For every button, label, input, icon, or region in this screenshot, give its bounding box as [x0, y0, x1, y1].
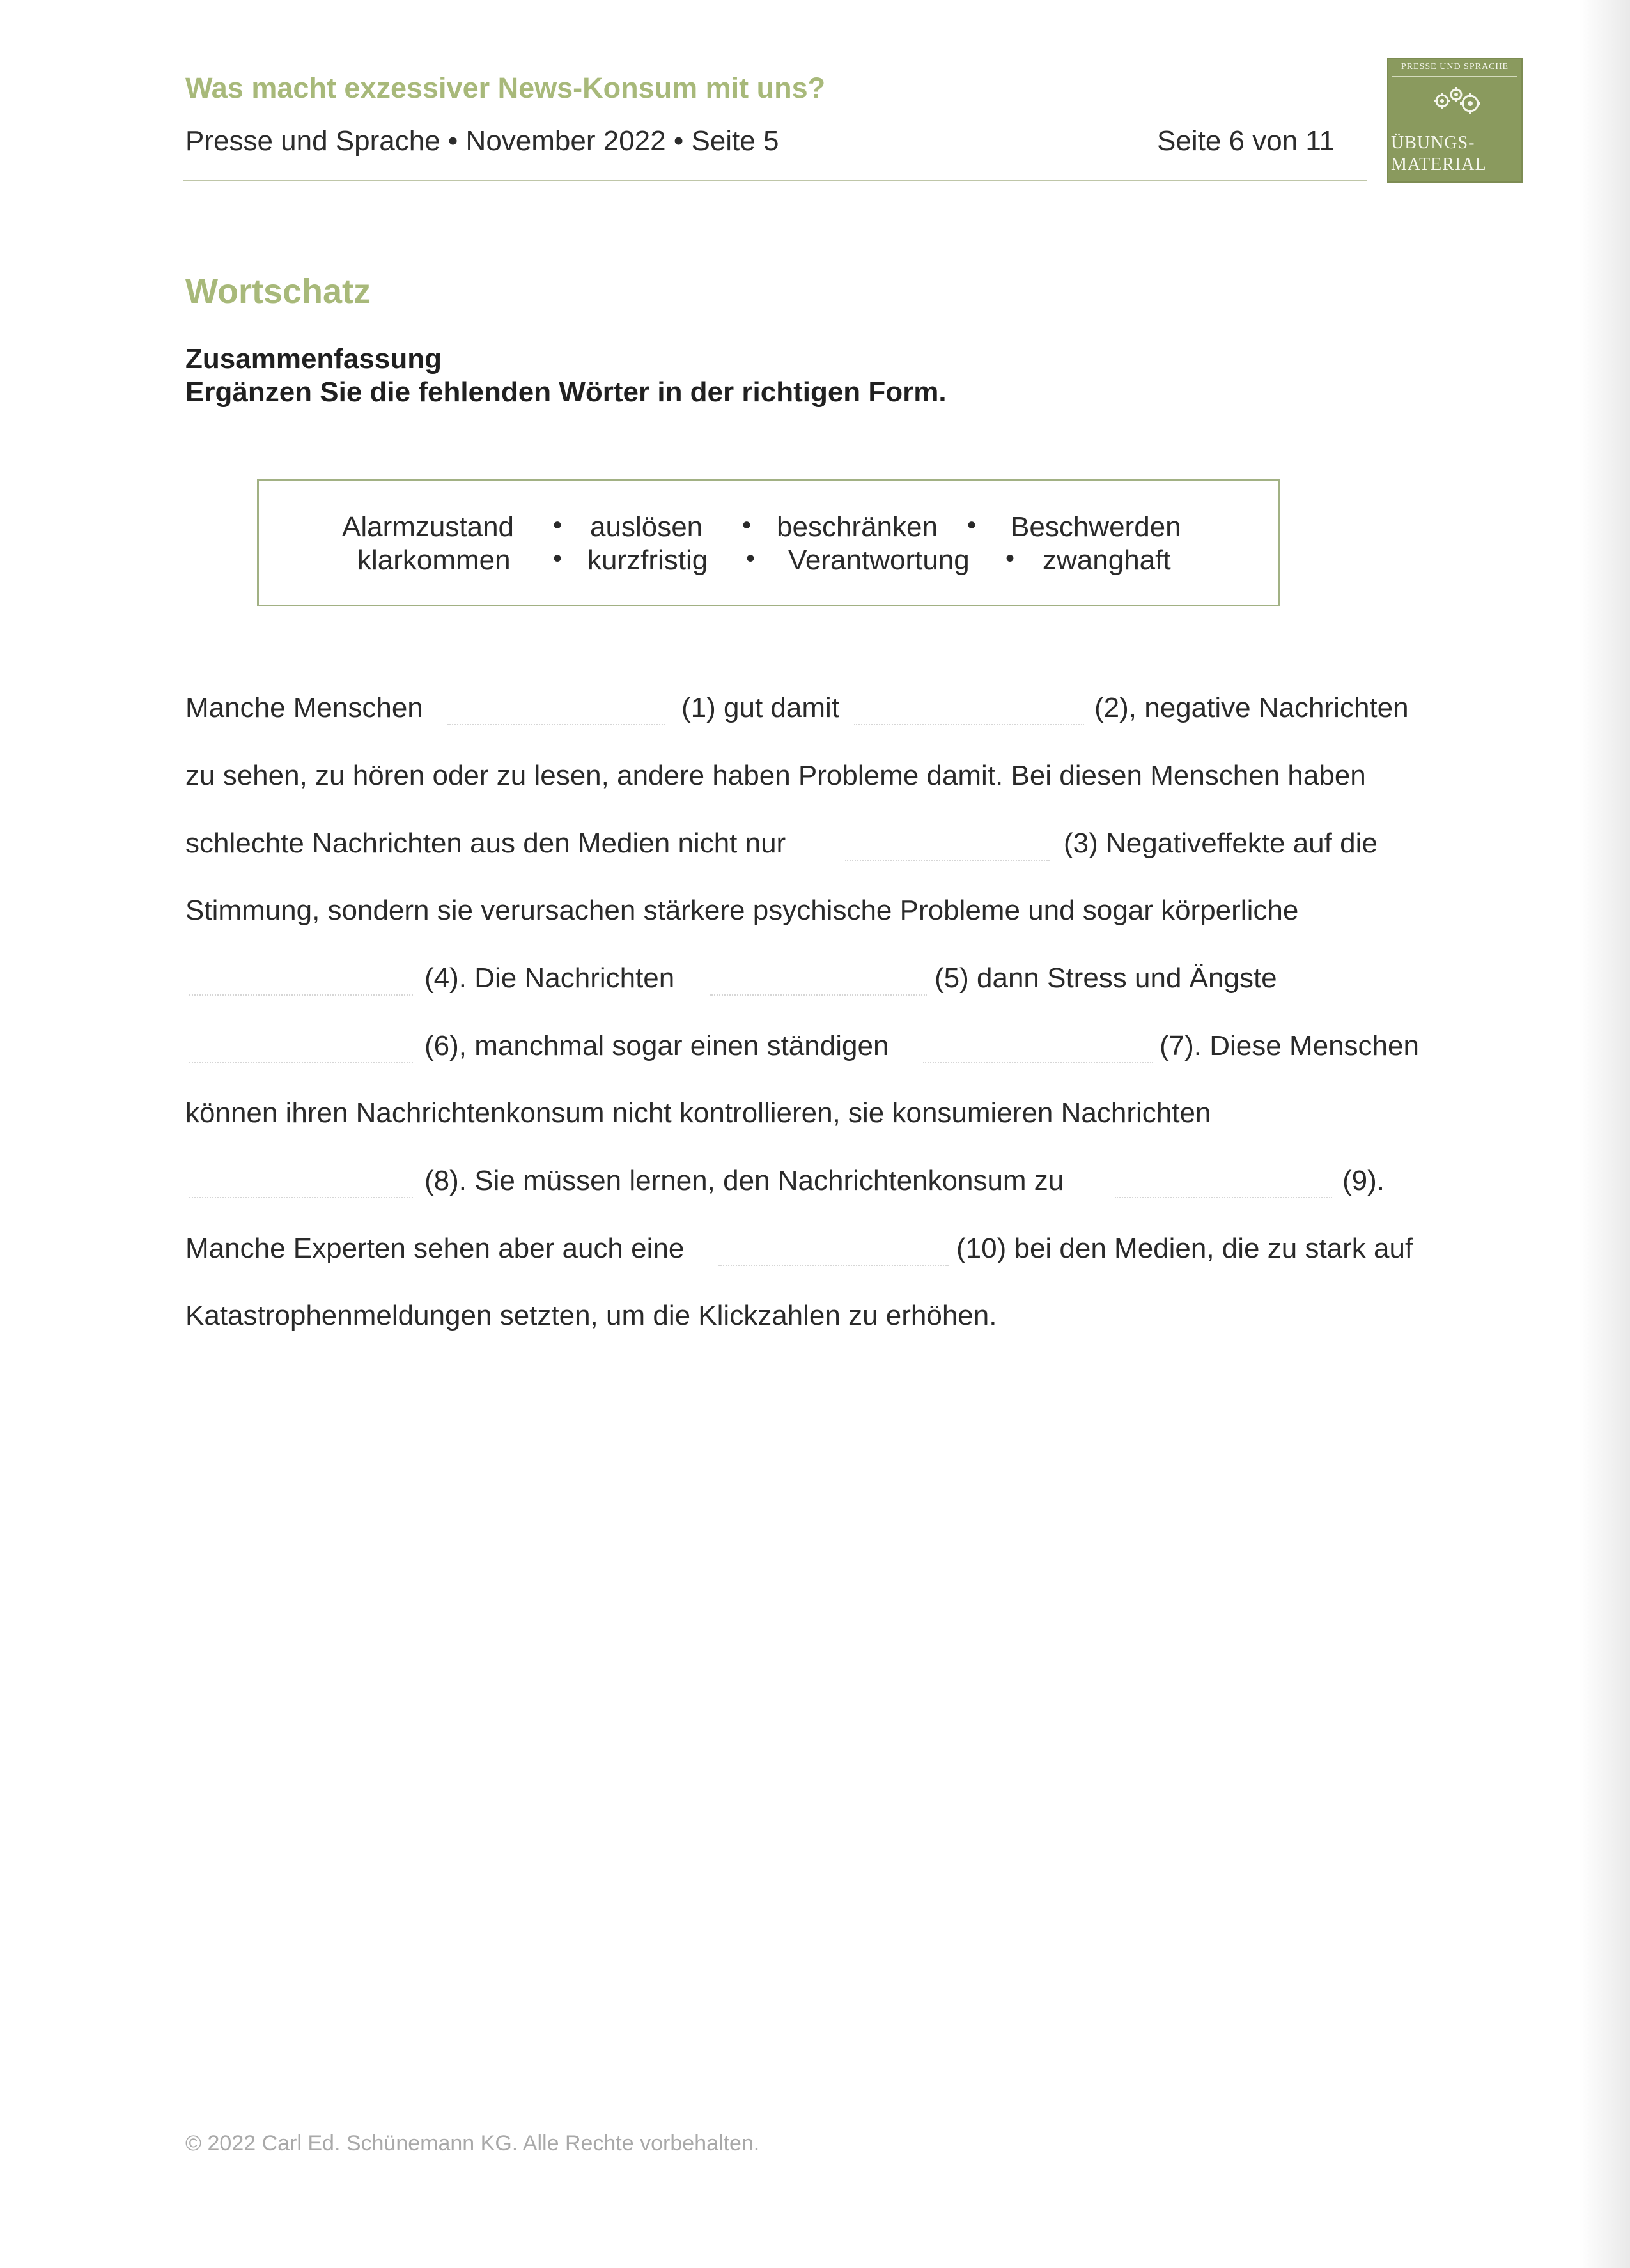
text-segment: (8). Sie müssen lernen, den Nachrichtenkonsum zu — [424, 1165, 1064, 1196]
text-line-1 — [0, 692, 1630, 730]
publication-info: Presse und Sprache • November 2022 • Seite 5 — [185, 125, 779, 157]
word-item: auslösen — [590, 511, 703, 543]
gap-1[interactable] — [447, 724, 665, 725]
text-segment: (4). Die Nachrichten — [424, 962, 675, 994]
text-segment: (7). Diese Menschen — [1160, 1030, 1419, 1061]
text-segment: (1) gut damit — [681, 692, 839, 723]
word-item: beschränken — [777, 511, 938, 543]
text-segment: zu sehen, zu hören oder zu lesen, andere haben Probleme damit. Bei diesen Menschen haben — [185, 760, 1366, 791]
task-instruction: Ergänzen Sie die fehlenden Wörter in der richtigen Form. — [185, 376, 947, 408]
task-title: Zusammenfassung — [185, 343, 442, 374]
gap-3[interactable] — [845, 860, 1050, 861]
text-segment: schlechte Nachrichten aus den Medien nicht nur — [185, 828, 786, 859]
text-segment: (2), negative Nachrichten — [1094, 692, 1409, 723]
text-segment: Stimmung, sondern sie verursachen stärkere psychische Probleme und sogar körperliche — [185, 895, 1299, 926]
text-line-8 — [0, 1165, 1630, 1203]
text-line-10 — [0, 1300, 1630, 1338]
gap-10[interactable] — [718, 1265, 949, 1266]
word-bank-box — [257, 479, 1280, 606]
bullet-separator: • — [553, 511, 563, 539]
text-segment: (10) bei den Medien, die zu stark auf — [956, 1233, 1413, 1264]
document-title: Was macht exzessiver News-Konsum mit uns? — [185, 72, 826, 104]
text-line-2 — [0, 760, 1630, 798]
word-item: Verantwortung — [788, 544, 970, 576]
gap-5[interactable] — [710, 994, 927, 996]
word-item: klarkommen — [357, 544, 511, 576]
text-segment: (5) dann Stress und Ängste — [935, 962, 1277, 994]
gears-icon — [1431, 82, 1482, 123]
text-line-6 — [0, 1030, 1630, 1068]
word-item: zwanghaft — [1043, 544, 1171, 576]
text-segment: Katastrophenmeldungen setzten, um die Klickzahlen zu erhöhen. — [185, 1300, 997, 1331]
gap-8[interactable] — [189, 1197, 413, 1198]
word-bank-row — [259, 544, 1278, 583]
text-line-7 — [0, 1097, 1630, 1136]
bullet-separator: • — [742, 511, 752, 539]
word-bank-row — [259, 511, 1278, 550]
copyright-notice: © 2022 Carl Ed. Schünemann KG. Alle Rechte vorbehalten. — [185, 2131, 760, 2156]
gap-4[interactable] — [189, 994, 413, 996]
text-segment: (6), manchmal sogar einen ständigen — [424, 1030, 889, 1061]
word-item: Alarmzustand — [342, 511, 515, 543]
text-line-3 — [0, 828, 1630, 866]
text-line-9 — [0, 1233, 1630, 1271]
text-segment: können ihren Nachrichtenkonsum nicht kontrollieren, sie konsumieren Nachrichten — [185, 1097, 1211, 1129]
gap-7[interactable] — [923, 1062, 1153, 1063]
gap-2[interactable] — [854, 724, 1084, 725]
section-title: Wortschatz — [185, 272, 371, 311]
text-line-5 — [0, 962, 1630, 1001]
bullet-separator: • — [967, 511, 977, 539]
text-segment: Manche Experten sehen aber auch eine — [185, 1233, 685, 1264]
text-segment: (3) Negativeffekte auf die — [1064, 828, 1378, 859]
badge-publisher-label: PRESSE UND SPRACHE — [1392, 62, 1517, 77]
badge-line-2: MATERIAL — [1391, 155, 1487, 174]
badge-line-1: ÜBUNGS- — [1391, 133, 1475, 153]
bullet-separator: • — [1005, 544, 1015, 573]
text-segment: Manche Menschen — [185, 692, 423, 723]
gap-9[interactable] — [1115, 1197, 1332, 1198]
text-segment: (9). — [1342, 1165, 1385, 1196]
bullet-separator: • — [553, 544, 563, 573]
text-line-4 — [0, 895, 1630, 933]
bullet-separator: • — [746, 544, 756, 573]
gap-6[interactable] — [189, 1062, 413, 1063]
word-item: kurzfristig — [587, 544, 708, 576]
uebungsmaterial-logo — [1387, 58, 1523, 183]
word-item: Beschwerden — [1011, 511, 1181, 543]
header-divider — [183, 180, 1367, 181]
page-count: Seite 6 von 11 — [1157, 125, 1335, 157]
